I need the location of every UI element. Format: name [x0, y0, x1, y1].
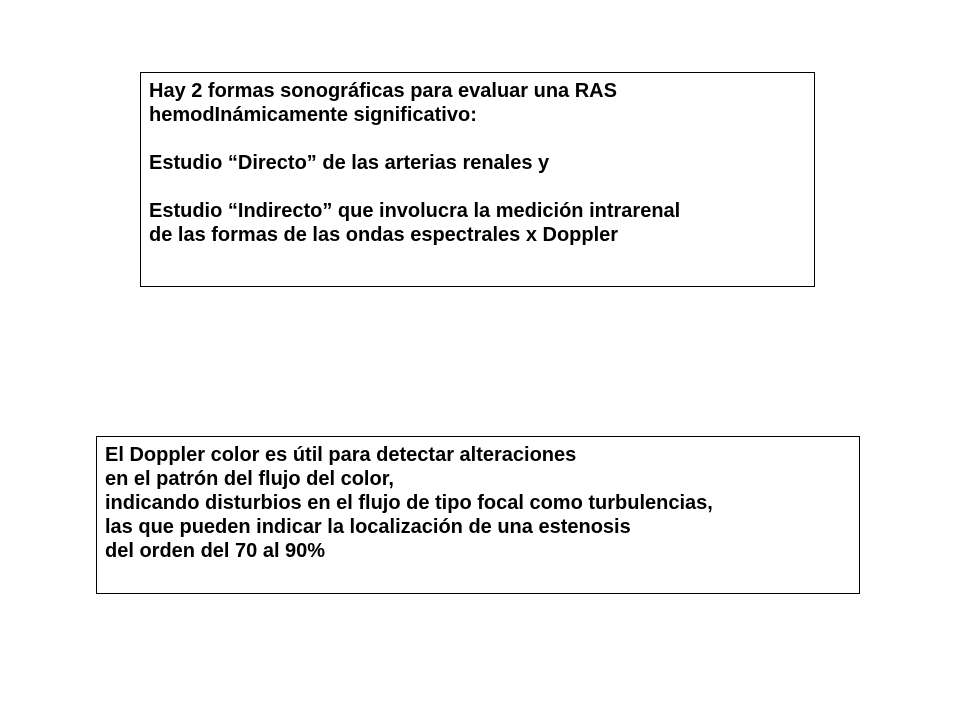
text-line: Estudio “Indirecto” que involucra la medición intrarenal	[149, 200, 681, 222]
text-line: indicando disturbios en el flujo de tipo focal como turbulencias,	[105, 492, 713, 514]
text-line: las que pueden indicar la localización de una estenosis	[105, 516, 631, 538]
text-line: del orden del 70 al 90%	[105, 540, 326, 562]
text-line: de las formas de las ondas espectrales x Doppler	[149, 224, 619, 246]
blank-line	[149, 127, 806, 151]
text-line: Hay 2 formas sonográficas para evaluar una RAS	[149, 80, 617, 102]
text-line: Estudio “Directo” de las arterias renales y	[149, 152, 550, 174]
text-box-doppler-color	[96, 436, 860, 594]
text-line: en el patrón del flujo del color,	[105, 468, 394, 490]
blank-line	[149, 175, 806, 199]
text-box-ras-evaluation	[140, 72, 815, 287]
text-line: El Doppler color es útil para detectar alteraciones	[105, 444, 577, 466]
text-line: hemodInámicamente significativo:	[149, 104, 477, 126]
